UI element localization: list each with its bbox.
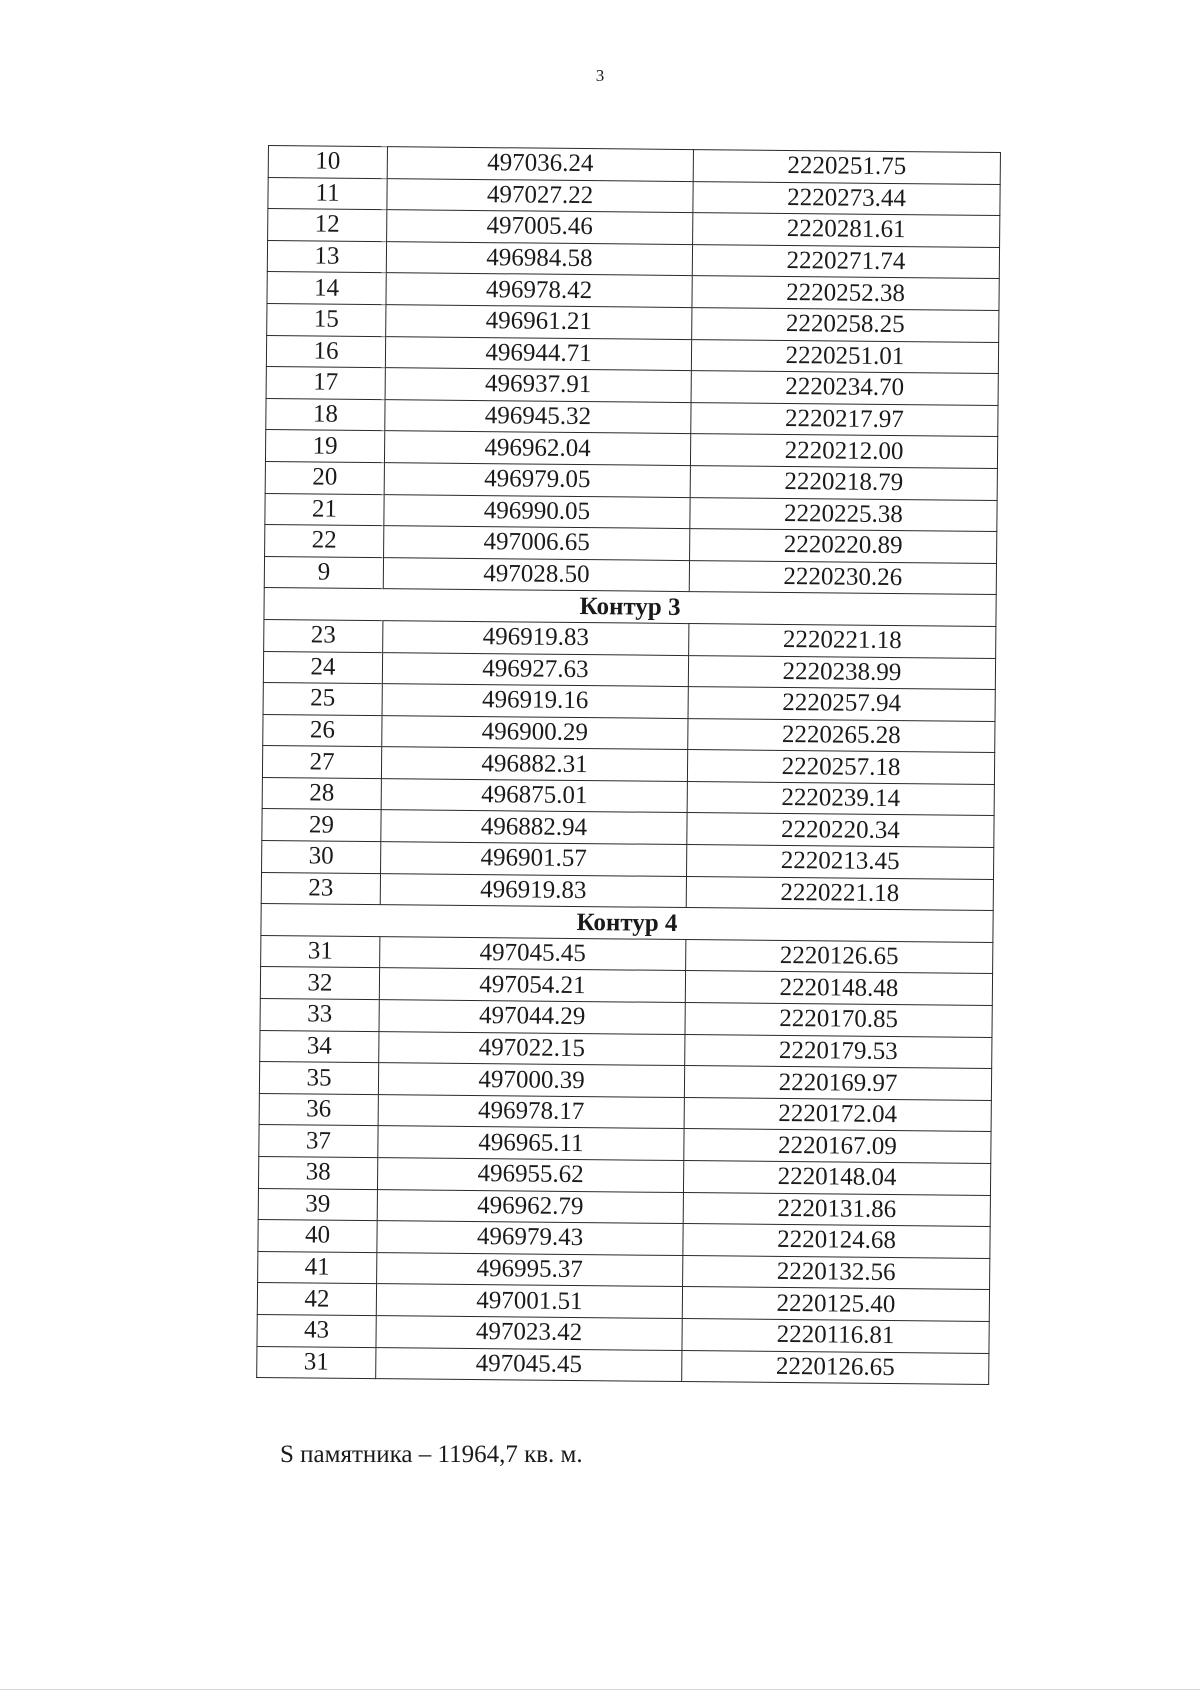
point-number-cell: 36 — [259, 1093, 378, 1126]
x-coordinate-cell: 497001.51 — [376, 1284, 682, 1319]
point-number-cell: 33 — [260, 998, 379, 1031]
x-coordinate-cell: 496945.32 — [385, 399, 691, 434]
y-coordinate-cell: 2220221.18 — [686, 876, 993, 911]
point-number-cell: 28 — [262, 777, 381, 810]
y-coordinate-cell: 2220125.40 — [682, 1287, 989, 1322]
point-number-cell: 24 — [263, 651, 382, 684]
y-coordinate-cell: 2220131.86 — [683, 1192, 990, 1227]
y-coordinate-cell: 2220220.34 — [687, 813, 994, 848]
y-coordinate-cell: 2220124.68 — [683, 1224, 990, 1259]
x-coordinate-cell: 497022.15 — [379, 1031, 685, 1066]
coordinates-table — [256, 145, 1001, 1385]
y-coordinate-cell: 2220169.97 — [684, 1066, 991, 1101]
y-coordinate-cell: 2220220.89 — [690, 529, 997, 564]
point-number-cell: 30 — [262, 841, 381, 874]
x-coordinate-cell: 496962.79 — [377, 1189, 683, 1224]
x-coordinate-cell: 496919.83 — [383, 621, 689, 656]
x-coordinate-cell: 497044.29 — [379, 1000, 685, 1035]
x-coordinate-cell: 496919.16 — [382, 684, 688, 719]
point-number-cell: 20 — [265, 461, 384, 494]
contour-heading: Контур 3 — [264, 588, 996, 627]
x-coordinate-cell: 496979.43 — [377, 1221, 683, 1256]
point-number-cell: 9 — [264, 556, 383, 589]
x-coordinate-cell: 496955.62 — [377, 1158, 683, 1193]
x-coordinate-cell: 497028.50 — [383, 557, 689, 592]
x-coordinate-cell: 496979.05 — [384, 463, 690, 498]
point-number-cell: 17 — [266, 367, 385, 400]
y-coordinate-cell: 2220225.38 — [690, 497, 997, 532]
point-number-cell: 43 — [257, 1314, 376, 1347]
y-coordinate-cell: 2220218.79 — [690, 466, 997, 501]
x-coordinate-cell: 496919.83 — [380, 873, 686, 908]
point-number-cell: 26 — [263, 714, 382, 747]
y-coordinate-cell: 2220212.00 — [690, 434, 997, 469]
y-coordinate-cell: 2220179.53 — [685, 1034, 992, 1069]
y-coordinate-cell: 2220170.85 — [685, 1003, 992, 1038]
x-coordinate-cell: 496962.04 — [384, 431, 690, 466]
point-number-cell: 14 — [267, 272, 386, 305]
x-coordinate-cell: 496995.37 — [377, 1252, 683, 1287]
point-number-cell: 21 — [265, 493, 384, 526]
x-coordinate-cell: 497054.21 — [379, 968, 685, 1003]
y-coordinate-cell: 2220148.04 — [683, 1161, 990, 1196]
y-coordinate-cell: 2220126.65 — [682, 1350, 989, 1385]
y-coordinate-cell: 2220126.65 — [686, 939, 993, 974]
x-coordinate-cell: 497027.22 — [387, 178, 693, 213]
point-number-cell: 23 — [264, 619, 383, 652]
point-number-cell: 12 — [268, 209, 387, 242]
x-coordinate-cell: 497023.42 — [376, 1316, 682, 1351]
x-coordinate-cell: 496937.91 — [385, 368, 691, 403]
y-coordinate-cell: 2220258.25 — [692, 308, 999, 343]
x-coordinate-cell: 497000.39 — [378, 1063, 684, 1098]
x-coordinate-cell: 496944.71 — [385, 336, 691, 371]
y-coordinate-cell: 2220273.44 — [693, 181, 1000, 216]
x-coordinate-cell: 496965.11 — [378, 1126, 684, 1161]
y-coordinate-cell: 2220252.38 — [692, 276, 999, 311]
point-number-cell: 11 — [268, 177, 387, 210]
x-coordinate-cell: 496990.05 — [384, 494, 690, 529]
y-coordinate-cell: 2220251.01 — [691, 339, 998, 374]
x-coordinate-cell: 497045.45 — [380, 936, 686, 971]
contour-heading: Контур 4 — [261, 904, 993, 943]
y-coordinate-cell: 2220217.97 — [691, 402, 998, 437]
y-coordinate-cell: 2220213.45 — [687, 845, 994, 880]
point-number-cell: 31 — [261, 935, 380, 968]
y-coordinate-cell: 2220271.74 — [692, 244, 999, 279]
coordinates-table-container — [256, 145, 1000, 1385]
point-number-cell: 22 — [265, 525, 384, 558]
x-coordinate-cell: 496900.29 — [382, 715, 688, 750]
point-number-cell: 31 — [257, 1346, 376, 1379]
x-coordinate-cell: 496984.58 — [386, 241, 692, 276]
x-coordinate-cell: 496882.31 — [381, 747, 687, 782]
y-coordinate-cell: 2220251.75 — [693, 150, 1000, 185]
point-number-cell: 40 — [258, 1220, 377, 1253]
point-number-cell: 10 — [268, 146, 387, 179]
y-coordinate-cell: 2220148.48 — [685, 971, 992, 1006]
x-coordinate-cell: 496882.94 — [381, 810, 687, 845]
x-coordinate-cell: 497005.46 — [387, 210, 693, 245]
y-coordinate-cell: 2220239.14 — [687, 781, 994, 816]
point-number-cell: 27 — [262, 746, 381, 779]
point-number-cell: 32 — [260, 967, 379, 1000]
x-coordinate-cell: 496978.17 — [378, 1094, 684, 1129]
point-number-cell: 34 — [260, 1030, 379, 1063]
point-number-cell: 16 — [266, 335, 385, 368]
point-number-cell: 39 — [258, 1188, 377, 1221]
y-coordinate-cell: 2220238.99 — [688, 655, 995, 690]
y-coordinate-cell: 2220257.94 — [688, 687, 995, 722]
y-coordinate-cell: 2220116.81 — [682, 1318, 989, 1353]
point-number-cell: 15 — [267, 303, 386, 336]
y-coordinate-cell: 2220257.18 — [687, 750, 994, 785]
monument-area-note: S памятника – 11964,7 кв. м. — [280, 1441, 583, 1468]
x-coordinate-cell: 496927.63 — [382, 652, 688, 687]
x-coordinate-cell: 496978.42 — [386, 273, 692, 308]
point-number-cell: 29 — [262, 809, 381, 842]
point-number-cell: 13 — [267, 240, 386, 273]
point-number-cell: 37 — [259, 1125, 378, 1158]
coordinates-table-body — [257, 146, 1001, 1385]
point-number-cell: 19 — [265, 430, 384, 463]
x-coordinate-cell: 496901.57 — [381, 842, 687, 877]
x-coordinate-cell: 497006.65 — [384, 526, 690, 561]
y-coordinate-cell: 2220265.28 — [688, 718, 995, 753]
table-row — [257, 1346, 989, 1385]
y-coordinate-cell: 2220234.70 — [691, 371, 998, 406]
point-number-cell: 38 — [258, 1156, 377, 1189]
point-number-cell: 42 — [257, 1283, 376, 1316]
y-coordinate-cell: 2220132.56 — [683, 1255, 990, 1290]
y-coordinate-cell: 2220221.18 — [689, 623, 996, 658]
point-number-cell: 35 — [259, 1062, 378, 1095]
scan-edge-line — [0, 1689, 1200, 1690]
point-number-cell: 25 — [263, 683, 382, 716]
page-number: 3 — [595, 66, 605, 85]
point-number-cell: 23 — [261, 872, 380, 905]
y-coordinate-cell: 2220281.61 — [693, 213, 1000, 248]
x-coordinate-cell: 496961.21 — [386, 305, 692, 340]
y-coordinate-cell: 2220230.26 — [689, 560, 996, 595]
point-number-cell: 41 — [258, 1251, 377, 1284]
x-coordinate-cell: 497036.24 — [387, 147, 693, 182]
x-coordinate-cell: 496875.01 — [381, 778, 687, 813]
x-coordinate-cell: 497045.45 — [376, 1347, 682, 1382]
y-coordinate-cell: 2220172.04 — [684, 1097, 991, 1132]
point-number-cell: 18 — [266, 398, 385, 431]
y-coordinate-cell: 2220167.09 — [684, 1129, 991, 1164]
